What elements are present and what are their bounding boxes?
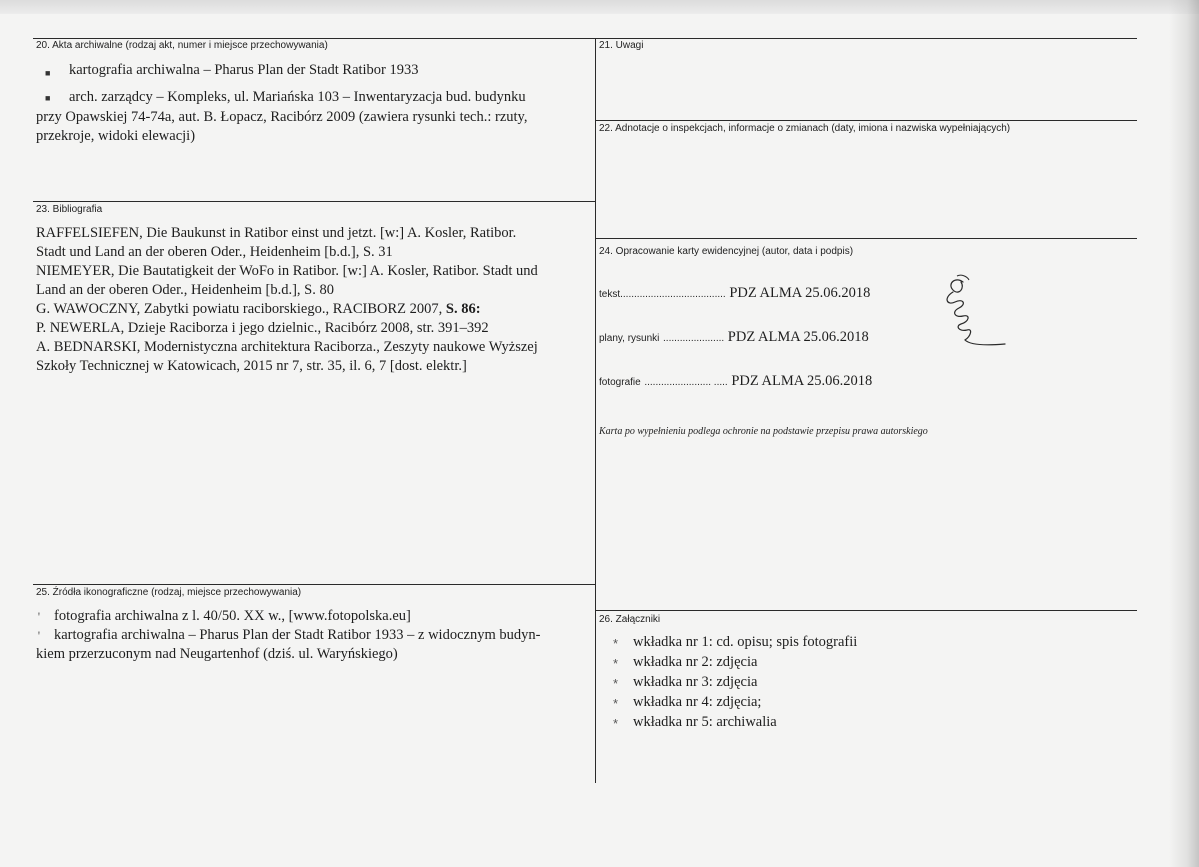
author-row-plans-value: PDZ ALMA 25.06.2018	[727, 329, 869, 345]
rule-top-right	[596, 38, 1137, 39]
section-24-heading: 24. Opracowanie karty ewidencyjnej (autor, data i podpis)	[599, 246, 854, 257]
section-22-heading: 22. Adnotacje o inspekcjach, informacje o zmianach (daty, imiona i nazwiska wypełniających)	[599, 123, 1011, 134]
s25-item-1: fotografia archiwalna z l. 40/50. XX w., [www.fotopolska.eu]	[54, 608, 411, 624]
bullet-square-icon: ■	[45, 93, 51, 103]
s20-item-2-line-3: przekroje, widoki elewacji)	[36, 128, 196, 144]
bibliography-line-5	[36, 300, 481, 320]
section-23-heading: 23. Bibliografia	[36, 204, 103, 215]
bibliography-line-3: NIEMEYER, Die Bautatigkeit der WoFo in Ratibor. [w:] A. Kosler, Ratibor. Stadt und	[36, 263, 538, 279]
attachment-item-1: wkładka nr 1: cd. opisu; spis fotografii	[633, 634, 858, 650]
author-row-plans	[599, 328, 869, 349]
bibliography-line-4: Land an der oberen Oder., Heidenheim [b.d.], S. 80	[36, 282, 334, 298]
scan-top-edge	[0, 0, 1199, 14]
bullet-asterisk-icon: *	[613, 656, 619, 671]
s20-item-1: kartografia archiwalna – Pharus Plan der Stadt Ratibor 1933	[69, 62, 419, 78]
author-row-plans-dots: ......................	[663, 333, 725, 344]
author-row-text-dots: ......................................	[620, 289, 726, 300]
bibliography-line-7: A. BEDNARSKI, Modernistyczna architektura Raciborza., Zeszyty naukowe Wyższej	[36, 339, 538, 355]
author-row-text	[599, 284, 870, 305]
s20-item-2-line-2: przy Opawskiej 74-74a, aut. B. Łopacz, Racibórz 2009 (zawiera rysunki tech.: rzuty,	[36, 109, 528, 125]
author-row-photos-dots: ........................ .....	[644, 377, 728, 388]
bibliography-line-2: Stadt und Land an der oberen Oder., Heidenheim [b.d.], S. 31	[36, 244, 393, 260]
bullet-tick-icon: ꞌ	[38, 612, 40, 623]
section-25-heading: 25. Źródła ikonograficzne (rodzaj, miejsce przechowywania)	[36, 587, 302, 598]
attachment-item-3: wkładka nr 3: zdjęcia	[633, 674, 758, 690]
rule-24-top	[596, 238, 1137, 239]
rule-top-left	[33, 38, 596, 39]
attachment-item-2: wkładka nr 2: zdjęcia	[633, 654, 758, 670]
s20-item-2-line-1: arch. zarządcy – Kompleks, ul. Mariańska 103 – Inwentaryzacja bud. budynku	[69, 89, 526, 105]
bibliography-line-8: Szkoły Technicznej w Katowicach, 2015 nr 7, str. 35, il. 6, 7 [dost. elektr.]	[36, 358, 467, 374]
rule-23-top	[33, 201, 596, 202]
author-row-photos-label: fotografie	[599, 377, 641, 388]
attachment-item-4: wkładka nr 4: zdjęcia;	[633, 694, 762, 710]
s25-item-2-line-1: kartografia archiwalna – Pharus Plan der Stadt Ratibor 1933 – z widocznym budyn-	[54, 627, 541, 643]
bibliography-line-6: P. NEWERLA, Dzieje Raciborza i jego dzielnic., Racibórz 2008, str. 391–392	[36, 320, 489, 336]
author-row-photos	[599, 372, 872, 393]
bibliography-line-5-text: G. WAWOCZNY, Zabytki powiatu raciborskiego., RACIBORZ 2007,	[36, 301, 443, 317]
bibliography-line-1: RAFFELSIEFEN, Die Baukunst in Ratibor einst und jetzt. [w:] A. Kosler, Ratibor.	[36, 225, 517, 241]
author-row-text-value: PDZ ALMA 25.06.2018	[729, 285, 871, 301]
bullet-asterisk-icon: *	[613, 716, 619, 731]
bullet-asterisk-icon: *	[613, 696, 619, 711]
bullet-asterisk-icon: *	[613, 636, 619, 651]
section-20-heading: 20. Akta archiwalne (rodzaj akt, numer i miejsce przechowywania)	[36, 40, 328, 51]
attachment-item-5: wkładka nr 5: archiwalia	[633, 714, 777, 730]
bibliography-bold-page: S. 86:	[445, 301, 481, 317]
rule-center	[595, 38, 596, 783]
section-26-heading: 26. Załączniki	[599, 614, 661, 625]
section-21-heading: 21. Uwagi	[599, 40, 644, 51]
bullet-tick-icon: ꞌ	[38, 631, 40, 642]
author-row-photos-value: PDZ ALMA 25.06.2018	[731, 373, 873, 389]
scan-right-edge	[1169, 0, 1199, 867]
rule-22-top	[596, 120, 1137, 121]
rule-25-top	[33, 584, 596, 585]
s25-item-2-line-2: kiem przerzuconym nad Neugartenhof (dziś. ul. Waryńskiego)	[36, 646, 398, 662]
rule-26-top	[596, 610, 1137, 611]
bullet-square-icon: ■	[45, 68, 51, 78]
handwritten-signature-icon	[925, 270, 1015, 360]
author-row-plans-label: plany, rysunki	[599, 333, 660, 344]
author-row-text-label: tekst	[599, 289, 621, 300]
copyright-note: Karta po wypełnieniu podlega ochronie na podstawie przepisu prawa autorskiego	[599, 426, 928, 437]
bullet-asterisk-icon: *	[613, 676, 619, 691]
